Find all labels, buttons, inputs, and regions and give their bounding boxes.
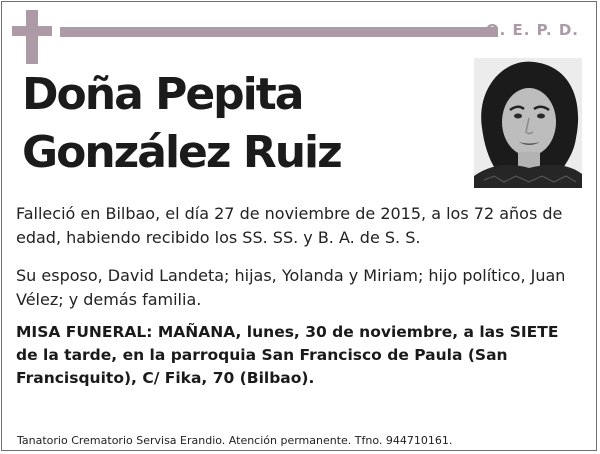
cross-icon: [26, 10, 38, 64]
funeral-mass-details: MISA FUNERAL: MAÑANA, lunes, 30 de noviembre, a las SIETE de la tarde, en la parroquia San Francisco de Paula (San Francisquito), C/ Fika, 70 (Bilbao).: [16, 323, 559, 387]
header-rule: [60, 27, 498, 37]
qepd-label: Q. E. P. D.: [485, 21, 579, 39]
death-announcement: Falleció en Bilbao, el día 27 de noviembre de 2015, a los 72 años de edad, habiendo recibido los SS. SS. y B. A. de S. S.: [16, 204, 563, 247]
cross-icon-bar: [12, 26, 52, 36]
portrait-image: [474, 58, 582, 188]
name-line-1: Doña Pepita: [22, 69, 303, 120]
deceased-name: [22, 66, 341, 182]
funeral-home-footer: Tanatorio Crematorio Servisa Erandio. Atención permanente. Tfno. 944710161.: [17, 434, 453, 447]
portrait-photo: [474, 58, 582, 188]
family-list: Su esposo, David Landeta; hijas, Yolanda y Miriam; hijo político, Juan Vélez; y demás familia.: [16, 266, 566, 309]
name-line-2: González Ruiz: [22, 127, 341, 178]
obituary-notice: [1, 1, 597, 451]
